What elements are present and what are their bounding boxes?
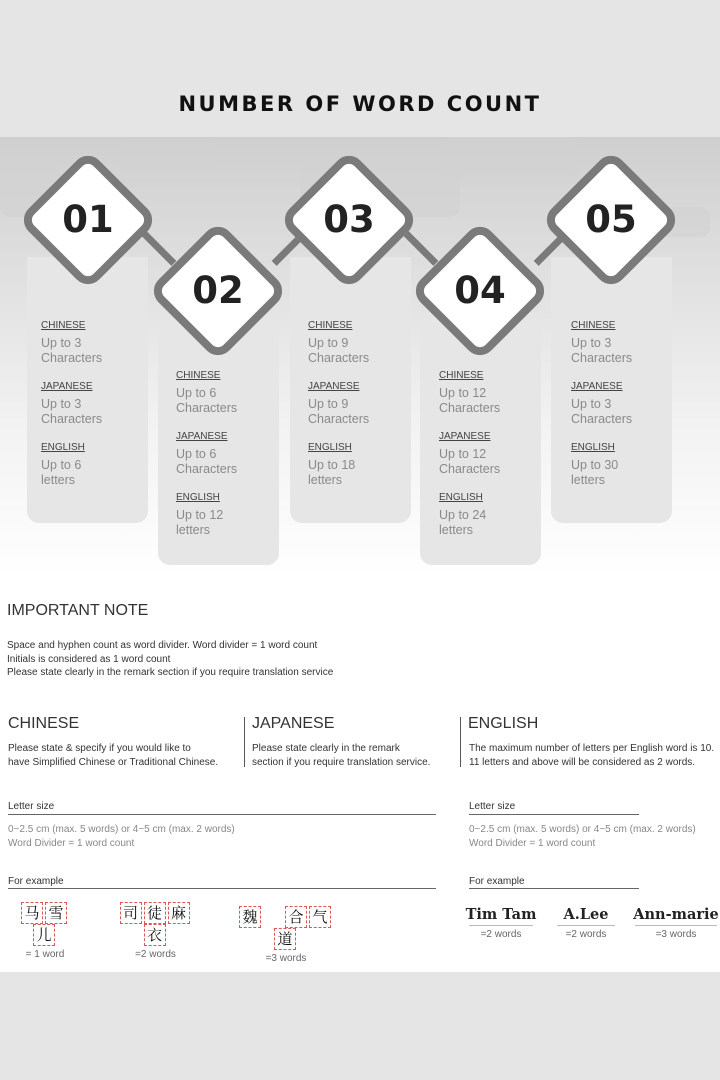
divider [460, 717, 461, 767]
chinese-text: Please state & specify if you would like to have Simplified Chinese or Traditional Chinese. [8, 743, 219, 768]
chinese-example [228, 902, 344, 964]
japanese-heading: JAPANESE [252, 715, 335, 732]
step-info-1 [41, 320, 151, 503]
example-word: Ann-marie [633, 906, 719, 923]
limit-value: Up to 3 Characters [571, 397, 633, 426]
lang-label: CHINESE [41, 320, 86, 331]
content-panel [0, 137, 720, 972]
chinese-heading: CHINESE [8, 715, 80, 732]
lang-label: JAPANESE [439, 431, 491, 442]
limit-value: Up to 6 Characters [176, 447, 238, 476]
limit-value: Up to 3 Characters [571, 336, 633, 365]
lang-label: ENGLISH [308, 442, 352, 453]
note-line: Please state clearly in the remark section if you require translation service [7, 667, 334, 678]
limit-value: Up to 6 Characters [176, 386, 238, 415]
step-number: 04 [454, 269, 506, 312]
english-text: The maximum number of letters per English word is 10. 11 letters and above will be considered as 2 words. [469, 743, 715, 768]
lang-label: CHINESE [308, 320, 353, 331]
word-count: = 1 word [25, 949, 65, 960]
example-characters: 司 徒 麻衣 [108, 902, 203, 946]
example-label: For example [8, 876, 64, 887]
page-title: NUMBER OF WORD COUNT [178, 92, 542, 116]
lang-label: CHINESE [176, 370, 221, 381]
word-count: =2 words [135, 949, 176, 960]
letter-size-label: Letter size [8, 801, 55, 812]
lang-label: ENGLISH [176, 492, 220, 503]
japanese-text: Please state clearly in the remark section if you require translation service. [252, 743, 431, 768]
lang-label: JAPANESE [176, 431, 228, 442]
limit-value: Up to 3 Characters [41, 336, 103, 365]
rule [469, 814, 639, 815]
chinese-example [10, 902, 80, 960]
lang-label: ENGLISH [439, 492, 483, 503]
example-characters: 马 雪儿 [10, 902, 80, 946]
limit-value: Up to 3 Characters [41, 397, 103, 426]
lang-label: ENGLISH [41, 442, 85, 453]
lang-label: JAPANESE [41, 381, 93, 392]
limit-value: Up to 30 letters [571, 458, 619, 487]
english-example [632, 906, 720, 940]
divider [244, 717, 245, 767]
limit-value: Up to 9 Characters [308, 336, 370, 365]
lang-label: JAPANESE [308, 381, 360, 392]
letter-size-text: 0~2.5 cm (max. 5 words) or 4~5 cm (max. 2 words) Word Divider = 1 word count [469, 824, 696, 849]
rule [8, 814, 436, 815]
lang-label: JAPANESE [571, 381, 623, 392]
example-label: For example [469, 876, 525, 887]
chinese-example [108, 902, 203, 960]
limit-value: Up to 9 Characters [308, 397, 370, 426]
step-info-2 [176, 370, 286, 553]
limit-value: Up to 6 letters [41, 458, 82, 487]
english-example [552, 906, 620, 940]
limit-value: Up to 12 Characters [439, 447, 501, 476]
example-word: Tim Tam [465, 906, 537, 923]
letter-size-text: 0~2.5 cm (max. 5 words) or 4~5 cm (max. 2 words) Word Divider = 1 word count [8, 824, 235, 849]
limit-value: Up to 18 letters [308, 458, 356, 487]
letter-size-label: Letter size [469, 801, 516, 812]
note-lines [7, 639, 333, 680]
rule [469, 888, 639, 889]
english-heading: ENGLISH [468, 715, 539, 732]
word-count: =2 words [480, 929, 522, 940]
step-number: 01 [62, 198, 114, 241]
limit-value: Up to 12 Characters [439, 386, 501, 415]
lang-label: CHINESE [439, 370, 484, 381]
word-count: =2 words [565, 929, 607, 940]
word-count: =3 words [655, 929, 697, 940]
step-info-4 [439, 370, 549, 553]
rule [8, 888, 436, 889]
note-title: IMPORTANT NOTE [7, 602, 149, 619]
step-number: 02 [192, 269, 244, 312]
lang-label: ENGLISH [571, 442, 615, 453]
word-count: =3 words [265, 953, 307, 964]
english-example [465, 906, 537, 940]
step-info-3 [308, 320, 418, 503]
limit-value: Up to 24 letters [439, 508, 487, 537]
step-info-5 [571, 320, 681, 503]
lang-label: CHINESE [571, 320, 616, 331]
example-word: A.Lee [563, 906, 609, 923]
note-line: Initials is considered as 1 word count [7, 653, 171, 665]
step-number: 03 [323, 198, 375, 241]
example-characters: 魏 合 气道 [228, 902, 344, 950]
step-number: 05 [585, 198, 637, 241]
limit-value: Up to 12 letters [176, 508, 224, 537]
note-line: Space and hyphen count as word divider. Word divider = 1 word count [7, 640, 318, 651]
